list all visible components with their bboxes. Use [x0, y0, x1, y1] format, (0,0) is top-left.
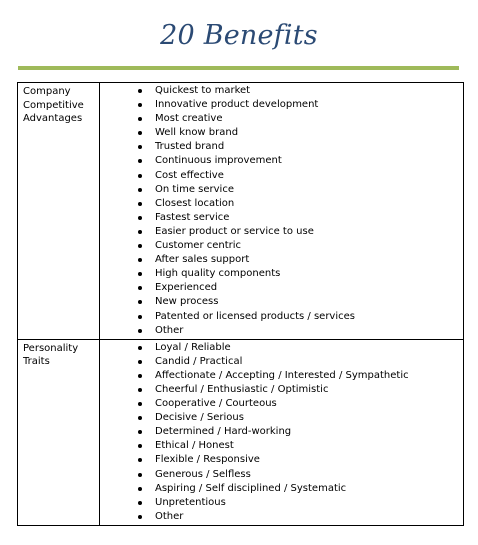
table-row [18, 83, 464, 340]
list-item: Customer centric [100, 239, 463, 253]
list-item: Trusted brand [100, 140, 463, 154]
items-cell [100, 339, 464, 525]
list-item: Continuous improvement [100, 154, 463, 168]
list-item: Cheerful / Enthusiastic / Optimistic [100, 383, 463, 397]
list-item: Most creative [100, 112, 463, 126]
list-item: High quality components [100, 267, 463, 281]
list-item: Flexible / Responsive [100, 453, 463, 467]
list-item: Ethical / Honest [100, 439, 463, 453]
page-title: 20 Benefits [160, 20, 318, 51]
list-item: After sales support [100, 253, 463, 267]
benefit-list [100, 341, 463, 524]
items-cell [100, 83, 464, 340]
list-item: On time service [100, 183, 463, 197]
list-item: Cooperative / Courteous [100, 397, 463, 411]
list-item: Aspiring / Self disciplined / Systematic [100, 482, 463, 496]
list-item: Candid / Practical [100, 355, 463, 369]
benefits-table [17, 82, 464, 526]
benefit-list [100, 84, 463, 338]
list-item: Other [100, 510, 463, 524]
table-row [18, 339, 464, 525]
title-divider [18, 66, 459, 70]
list-item: New process [100, 295, 463, 309]
list-item: Easier product or service to use [100, 225, 463, 239]
list-item: Experienced [100, 281, 463, 295]
category-label-line: Company [23, 86, 71, 97]
list-item: Generous / Selfless [100, 468, 463, 482]
list-item: Determined / Hard-working [100, 425, 463, 439]
list-item: Cost effective [100, 169, 463, 183]
list-item: Other [100, 324, 463, 338]
list-item: Patented or licensed products / services [100, 310, 463, 324]
list-item: Quickest to market [100, 84, 463, 98]
list-item: Decisive / Serious [100, 411, 463, 425]
category-label-line: Advantages [23, 113, 83, 124]
category-label-line: Traits [23, 356, 50, 368]
list-item: Loyal / Reliable [100, 341, 463, 355]
category-label-line: Personality [23, 342, 79, 354]
list-item: Innovative product development [100, 98, 463, 112]
category-cell [18, 83, 100, 340]
list-item: Well know brand [100, 126, 463, 140]
list-item: Closest location [100, 197, 463, 211]
category-label-line: Competitive [23, 99, 84, 111]
list-item: Fastest service [100, 211, 463, 225]
list-item: Affectionate / Accepting / Interested / Sympathetic [100, 369, 463, 383]
list-item: Unpretentious [100, 496, 463, 510]
category-cell [18, 339, 100, 525]
